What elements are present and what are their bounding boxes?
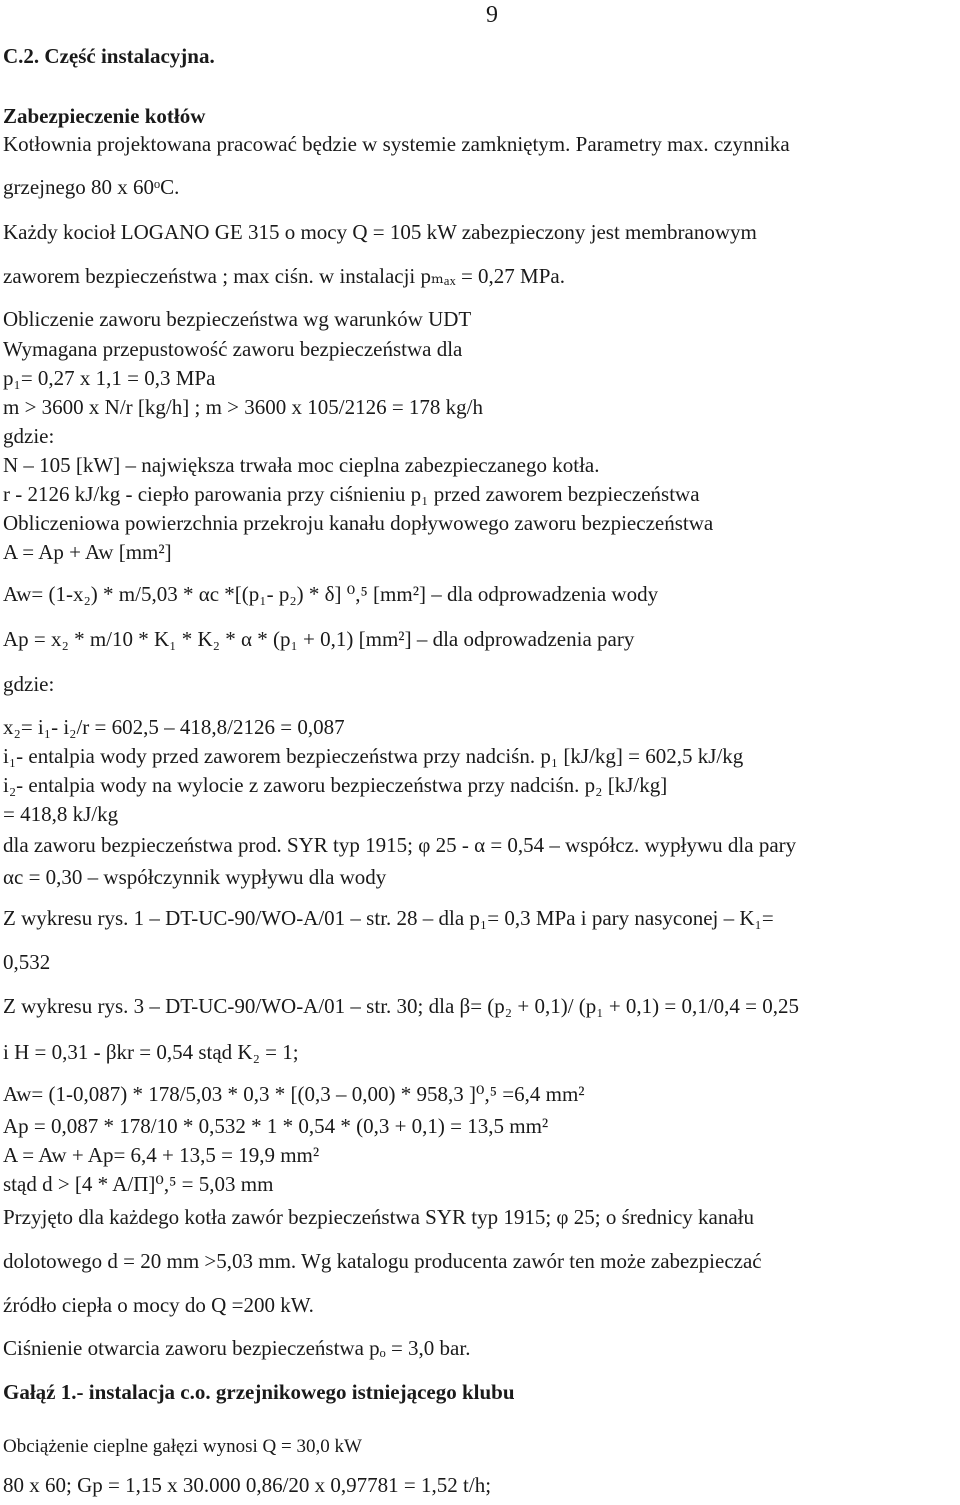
text-line: zaworem bezpieczeństwa ; max ciśn. w instalacji pₘₐₓ = 0,27 MPa. [3, 264, 565, 288]
formula-line: Ap = x₂ * m/10 * K₁ * K₂ * α * (p₁ + 0,1) [mm²] – dla odprowadzenia pary [3, 627, 635, 651]
formula-line: A = Aw + Ap= 6,4 + 13,5 = 19,9 mm² [3, 1143, 320, 1167]
section-heading: C.2. Część instalacyjna. [3, 44, 215, 68]
formula-line: Aw= (1-x₂) * m/5,03 * αc *[(p₁- p₂) * δ] ⁰,⁵ [mm²] – dla odprowadzenia wody [3, 582, 659, 606]
formula-line: Ap = 0,087 * 178/10 * 0,532 * 1 * 0,54 * (0,3 + 0,1) = 13,5 mm² [3, 1114, 549, 1138]
text-line: Z wykresu rys. 1 – DT-UC-90/WO-A/01 – str. 28 – dla p₁= 0,3 MPa i pary nasyconej – K₁= [3, 906, 774, 930]
text-line: N – 105 [kW] – największa trwała moc cieplna zabezpieczanego kotła. [3, 453, 600, 477]
formula-line: x₂= i₁- i₂/r = 602,5 – 418,8/2126 = 0,087 [3, 715, 345, 739]
text-line: αc = 0,30 – współczynnik wypływu dla wody [3, 865, 387, 889]
text-line: Ciśnienie otwarcia zaworu bezpieczeństwa pₒ = 3,0 bar. [3, 1336, 471, 1360]
text-line: gdzie: [3, 424, 55, 448]
page-number: 9 [486, 2, 498, 28]
subsection-heading: Gałąź 1.- instalacja c.o. grzejnikowego istniejącego klubu [3, 1380, 515, 1404]
formula-line: m > 3600 x N/r [kg/h] ; m > 3600 x 105/2126 = 178 kg/h [3, 395, 484, 419]
text-line: = 418,8 kJ/kg [3, 802, 119, 826]
text-line: r - 2126 kJ/kg - ciepło parowania przy ciśnieniu p₁ przed zaworem bezpieczeństwa [3, 482, 700, 506]
formula-line: stąd d > [4 * A/Π]⁰,⁵ = 5,03 mm [3, 1172, 274, 1196]
text-line: Obliczenie zaworu bezpieczeństwa wg warunków UDT [3, 307, 472, 331]
text-line: Kotłownia projektowana pracować będzie w systemie zamkniętym. Parametry max. czynnika [3, 132, 790, 156]
text-line: dla zaworu bezpieczeństwa prod. SYR typ 1915; φ 25 - α = 0,54 – współcz. wypływu dla pary [3, 833, 797, 857]
formula-line: i H = 0,31 - βkr = 0,54 stąd K₂ = 1; [3, 1040, 299, 1064]
text-line: grzejnego 80 x 60ᵒC. [3, 175, 180, 199]
formula-line: p₁= 0,27 x 1,1 = 0,3 MPa [3, 366, 216, 390]
text-line: 0,532 [3, 950, 51, 974]
subsection-heading: Zabezpieczenie kotłów [3, 104, 206, 128]
text-line: Obciążenie cieplne gałęzi wynosi Q = 30,0 kW [3, 1436, 362, 1457]
formula-line: Z wykresu rys. 3 – DT-UC-90/WO-A/01 – str. 30; dla β= (p₂ + 0,1)/ (p₁ + 0,1) = 0,1/0,4 = 0,25 [3, 994, 799, 1018]
formula-line: Aw= (1-0,087) * 178/5,03 * 0,3 * [(0,3 – 0,00) * 958,3 ]⁰,⁵ =6,4 mm² [3, 1082, 585, 1106]
text-line: Każdy kocioł LOGANO GE 315 o mocy Q = 105 kW zabezpieczony jest membranowym [3, 220, 757, 244]
text-line: Wymagana przepustowość zaworu bezpieczeństwa dla [3, 337, 463, 361]
formula-line: 80 x 60; Gp = 1,15 x 30.000 0,86/20 x 0,97781 = 1,52 t/h; [3, 1473, 492, 1497]
text-line: gdzie: [3, 672, 55, 696]
text-line: i₁- entalpia wody przed zaworem bezpieczeństwa przy nadciśn. p₁ [kJ/kg] = 602,5 kJ/kg [3, 744, 744, 768]
text-line: dolotowego d = 20 mm >5,03 mm. Wg katalogu producenta zawór ten może zabezpieczać [3, 1249, 762, 1273]
text-line: źródło ciepła o mocy do Q =200 kW. [3, 1293, 314, 1317]
formula-line: A = Ap + Aw [mm²] [3, 540, 172, 564]
text-line: i₂- entalpia wody na wylocie z zaworu bezpieczeństwa przy nadciśn. p₂ [kJ/kg] [3, 773, 668, 797]
text-line: Obliczeniowa powierzchnia przekroju kanału dopływowego zaworu bezpieczeństwa [3, 511, 714, 535]
text-line: Przyjęto dla każdego kotła zawór bezpieczeństwa SYR typ 1915; φ 25; o średnicy kanału [3, 1205, 754, 1229]
